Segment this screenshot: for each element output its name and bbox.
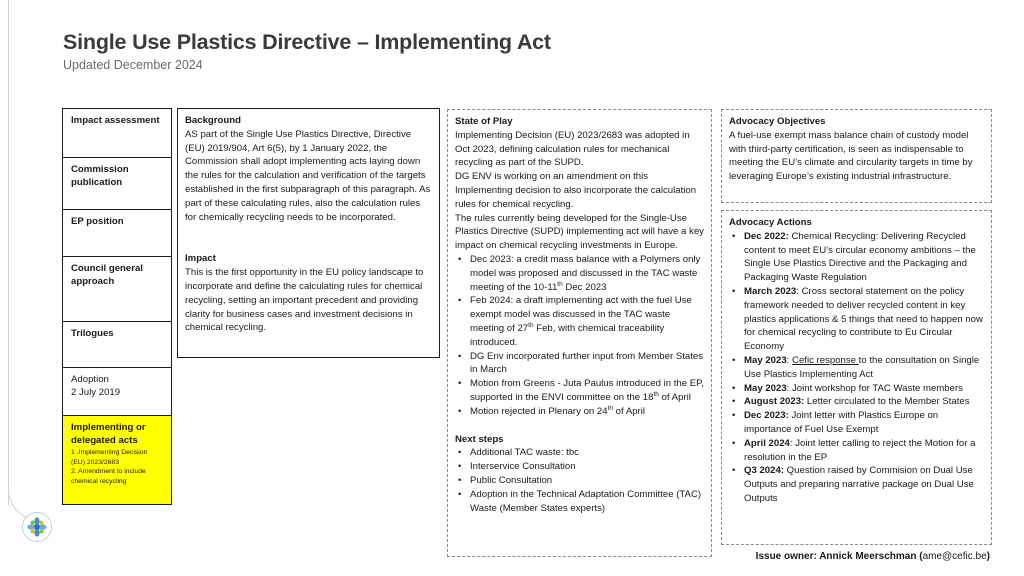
implementing-sub-item: 2. Amendment to include chemical recycling	[71, 468, 146, 485]
impact-text: This is the first opportunity in the EU policy landscape to incorporate and define the calculating rules for chemical recycling, setting an important precedent and providing clarity for business cases and investment decisions in chemical recycling.	[185, 267, 424, 334]
advocacy-actions-list	[729, 230, 984, 506]
step-council-general-approach	[63, 257, 171, 322]
advocacy-objectives-text: A fuel-use exempt mass balance chain of custody model with third-party certification, is seen as indispensable to meeting the EU’s climate and circularity targets in time by leveraging Europe’s existing industrial infrastructure.	[729, 129, 973, 183]
state-of-play-intro: The rules currently being developed for the Single-Use Plastics Directive (SUPD) implementing act will have a key impact on chemical recycling investments in Europe.	[455, 212, 704, 252]
list-item: • Dec 2023: Joint letter with Plastics Europe on importance of Fuel Use Exempt	[729, 409, 984, 437]
left-border-line	[8, 0, 9, 505]
step-label: Council general approach	[71, 263, 143, 287]
advocacy-objectives-heading: Advocacy Objectives	[729, 116, 826, 127]
adoption-date: 2 July 2019	[71, 387, 121, 398]
step-ep-position	[63, 210, 171, 257]
step-impact-assessment	[63, 109, 171, 158]
list-item: • Q3 2024: Question raised by Commision on Dual Use Outputs and preparing narrative package on Dual Use Outputs	[729, 464, 984, 505]
background-box	[177, 108, 440, 358]
state-of-play-list	[455, 253, 704, 419]
step-label: Commission publication	[71, 164, 129, 188]
list-item: • Motion rejected in Plenary on 24th of April	[455, 405, 704, 419]
owner-email[interactable]: ame@cefic.be	[922, 551, 987, 562]
issue-owner: Issue owner: Annick Meerschman (ame@cefic.be)	[755, 551, 990, 562]
advocacy-objectives-box	[721, 109, 992, 203]
state-of-play-intro: DG ENV is working on an amendment on this Implementing decision to also incorporate the calculation rules for chemical recycling.	[455, 171, 697, 210]
implementing-sub-item: 1 .Implementing Decision (EU) 2023/2683	[71, 449, 148, 466]
list-item: • May 2023: Cefic response to the consultation on Single Use Plastics Implementing Act	[729, 354, 984, 382]
state-of-play-heading: State of Play	[455, 116, 513, 127]
impact-heading: Impact	[185, 253, 216, 265]
list-item: • Interservice Consultation	[455, 460, 704, 474]
step-implementing-acts	[63, 416, 171, 504]
legislative-process-column	[62, 108, 172, 505]
cefic-logo-icon	[22, 512, 52, 542]
list-item: • Additional TAC waste: tbc	[455, 446, 704, 460]
list-item: • Dec 2023: a credit mass balance with a Polymers only model was proposed and discussed in the TAC waste meeting of the 10-11th Dec 2023	[455, 253, 704, 294]
list-item: • March 2023: Cross sectoral statement on the policy framework needed to deliver recycled content in key plastics applications & 5 things that need to happen now for chemical recycling to contribute to Eu Circular Economy	[729, 285, 984, 354]
background-heading: Background	[185, 115, 241, 126]
state-of-play-box	[447, 109, 712, 557]
step-adoption	[63, 368, 171, 416]
list-item: • August 2023: Letter circulated to the Member States	[729, 395, 984, 409]
next-steps-list	[455, 446, 704, 515]
cefic-response-link[interactable]: Cefic response	[792, 354, 859, 366]
list-item: • April 2024: Joint letter calling to reject the Motion for a resolution in the EP	[729, 437, 984, 465]
step-label: Implementing or delegated acts	[71, 422, 146, 446]
advocacy-actions-heading: Advocacy Actions	[729, 217, 812, 228]
list-item: • Feb 2024: a draft implementing act with the fuel Use exempt model was discussed in the TAC waste meeting of 27th Feb, with chemical traceability introduced.	[455, 294, 704, 349]
list-item: • Adoption in the Technical Adaptation Committee (TAC) Waste (Member States experts)	[455, 488, 704, 516]
state-of-play-intro: Implementing Decision (EU) 2023/2683 was adopted in Oct 2023, defining calculation rules for mechanical recycling as part of the SUPD.	[455, 129, 690, 169]
step-trilogues	[63, 322, 171, 368]
step-label: EP position	[71, 216, 124, 227]
background-text: AS part of the Single Use Plastics Directive, Directive (EU) 2019/904, Art 6(5), by 1 January 2022, the Commission shall adopt implementing acts laying down the rules for the calculation and verification of the targets established in the first subparagraph of this paragraph. As part of these calculating rules, also the calculation rules for chemically recycling needs to be incorporated.	[185, 128, 431, 223]
next-steps-heading: Next steps	[455, 433, 504, 445]
list-item: • Motion from Greens - Juta Paulus introduced in the EP, supported in the ENVI committee on the 18th of April	[455, 377, 704, 405]
list-item: • May 2023: Joint workshop for TAC Waste members	[729, 382, 984, 396]
list-item: • Public Consultation	[455, 474, 704, 488]
step-commission-publication	[63, 158, 171, 210]
step-label: Adoption	[71, 374, 109, 385]
step-label: Trilogues	[71, 328, 114, 339]
page-title: Single Use Plastics Directive – Implementing Act	[63, 30, 551, 54]
list-item: • Dec 2022: Chemical Recycling: Delivering Recycled content to meet EU’s circular economy ambitions – the Single Use Plastics Directive and the Packaging and Packaging Waste Regulation	[729, 230, 984, 285]
page-subtitle: Updated December 2024	[63, 58, 203, 72]
list-item: • DG Env incorporated further input from Member States in March	[455, 350, 704, 378]
advocacy-actions-box	[721, 210, 992, 545]
step-label: Impact assessment	[71, 115, 160, 126]
